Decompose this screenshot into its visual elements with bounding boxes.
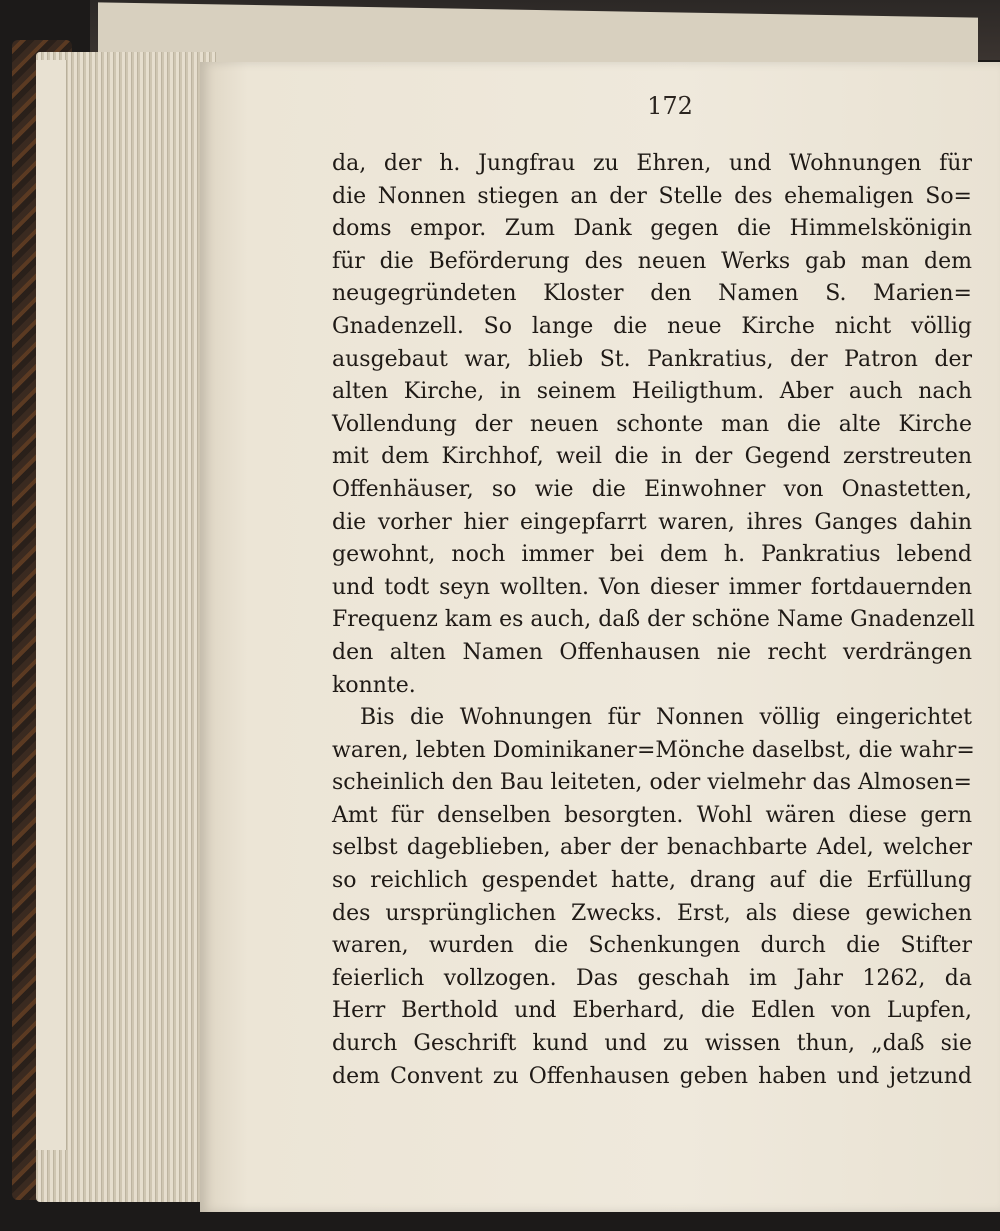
text-line: Herr Berthold und Eberhard, die Edlen von Lupfen,: [332, 998, 972, 1024]
text-line: dem Convent zu Offenhausen geben haben und jetzund: [332, 1063, 972, 1089]
facing-page-edge: [36, 60, 67, 1150]
page-text: [332, 148, 975, 1093]
text-line: für die Beförderung des neuen Werks gab man dem: [332, 248, 972, 274]
text-line: des ursprünglichen Zwecks. Erst, als diese gewichen: [332, 900, 972, 926]
text-line: ausgebaut war, blieb St. Pankratius, der Patron der: [332, 346, 972, 372]
book-page: [200, 62, 1000, 1212]
text-line: neugegründeten Kloster den Namen S. Marien=: [332, 281, 972, 307]
text-line: die Nonnen stiegen an der Stelle des ehemaligen So=: [332, 183, 972, 209]
text-line: Frequenz kam es auch, daß der schöne Name Gnadenzell: [332, 607, 975, 633]
text-line: durch Geschrift kund und zu wissen thun, „daß sie: [332, 1031, 972, 1057]
text-line: konnte.: [332, 672, 416, 698]
text-line: den alten Namen Offenhausen nie recht verdrängen: [332, 639, 972, 665]
text-line: und todt seyn wollten. Von dieser immer fortdauernden: [332, 574, 972, 600]
text-line: Vollendung der neuen schonte man die alte Kirche: [332, 411, 972, 437]
text-line: mit dem Kirchhof, weil die in der Gegend zerstreuten: [332, 444, 972, 470]
text-line: waren, lebten Dominikaner=Mönche daselbst, die wahr=: [332, 737, 975, 763]
text-line: Gnadenzell. So lange die neue Kirche nicht völlig: [332, 313, 972, 339]
text-line: gewohnt, noch immer bei dem h. Pankratius lebend: [332, 542, 972, 568]
text-line: so reichlich gespendet hatte, drang auf die Erfüllung: [332, 868, 972, 894]
text-line: die vorher hier eingepfarrt waren, ihres Ganges dahin: [332, 509, 972, 535]
text-line: scheinlich den Bau leiteten, oder vielmehr das Almosen=: [332, 770, 972, 796]
text-line: selbst dageblieben, aber der benachbarte Adel, welcher: [332, 835, 972, 861]
text-line: waren, wurden die Schenkungen durch die Stifter: [332, 933, 972, 959]
page-number: 172: [647, 92, 693, 120]
text-line: Offenhäuser, so wie die Einwohner von Onastetten,: [332, 476, 972, 502]
text-line: Bis die Wohnungen für Nonnen völlig eingerichtet: [360, 705, 972, 731]
text-line: da, der h. Jungfrau zu Ehren, und Wohnungen für: [332, 151, 972, 176]
text-line: Amt für denselben besorgten. Wohl wären diese gern: [332, 802, 972, 828]
text-line: doms empor. Zum Dank gegen die Himmelskönigin: [332, 216, 972, 242]
text-line: feierlich vollzogen. Das geschah im Jahr 1262, da: [332, 965, 972, 991]
text-line: alten Kirche, in seinem Heiligthum. Aber auch nach: [332, 379, 972, 405]
